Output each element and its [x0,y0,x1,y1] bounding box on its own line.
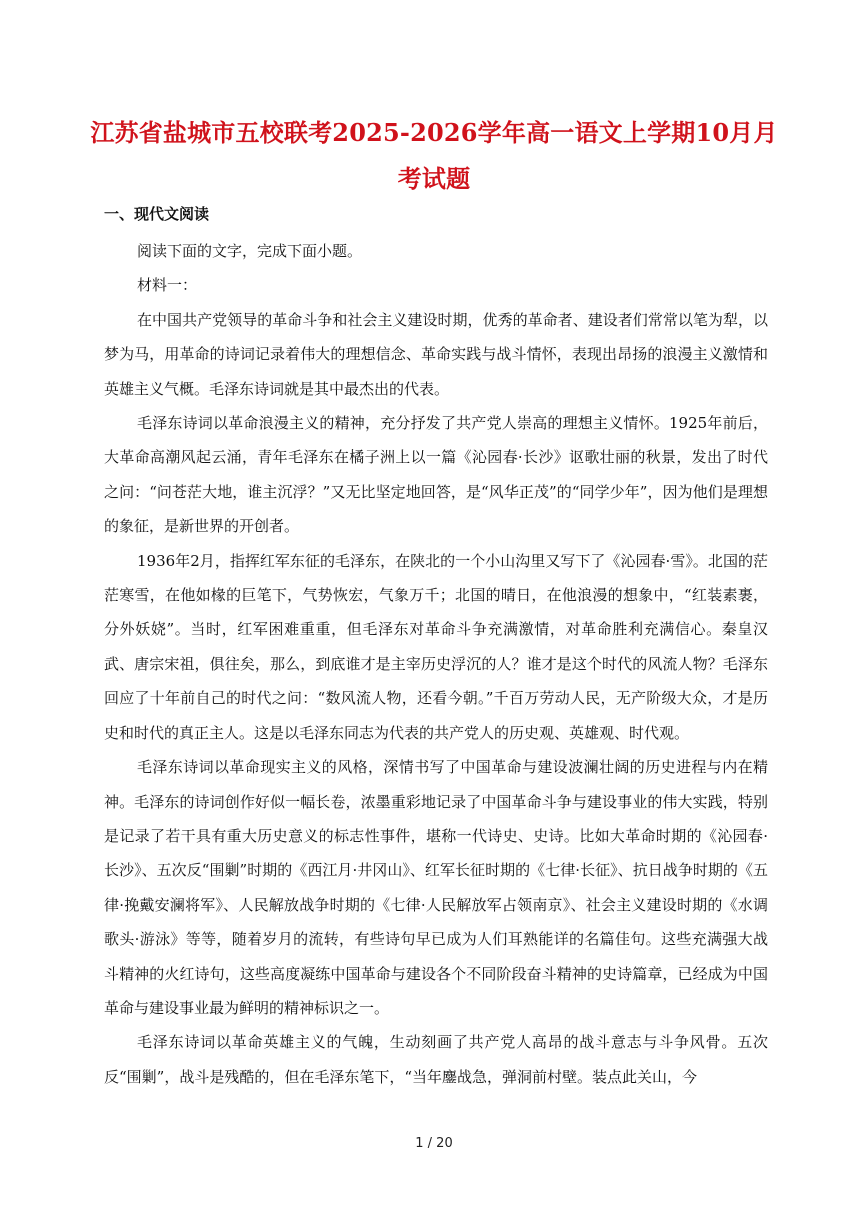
material-label: 材料一： [137,276,198,295]
body-paragraph: 1936年2月，指挥红军东征的毛泽东，在陕北的一个小山沟里又写下了《沁园春·雪》。北国的茫茫寒雪，在他如椽的巨笔下，气势恢宏，气象万千；北国的晴日，在他浪漫的想象中，“红装素裹，分外妖娆”。当时，红军困难重重，但毛泽东对革命斗争充满激情，对革命胜利充满信心。秦皇汉武、唐宗宋祖，俱往矣，那么，到底谁才是主宰历史浮沉的人？谁才是这个时代的风流人物？毛泽东回应了十年前自己的时代之问：“数风流人物，还看今朝。”千百万劳动人民，无产阶级大众，才是历史和时代的真正主人。这是以毛泽东同志为代表的共产党人的历史观、英雄观、时代观。 [104,551,768,742]
body-paragraph: 毛泽东诗词以革命英雄主义的气魄，生动刻画了共产党人高昂的战斗意志与斗争风骨。五次反“围剿”，战斗是残酷的，但在毛泽东笔下，“当年鏖战急，弹洞前村壁。装点此关山，今 [104,1033,768,1086]
instruction-paragraph: 阅读下面的文字，完成下面小题。 [137,242,363,260]
body-paragraph: 毛泽东诗词以革命浪漫主义的精神，充分抒发了共产党人崇高的理想主义情怀。1925年前后，大革命高潮风起云涌，青年毛泽东在橘子洲上以一篇《沁园春·长沙》讴歌壮丽的秋景，发出了时代之问：“问苍茫大地，谁主沉浮？”又无比坚定地回答，是“风华正茂”的“同学少年”，因为他们是理想的象征，是新世界的开创者。 [104,414,768,536]
section-heading: 一、现代文阅读 [104,205,210,223]
body-paragraph: 毛泽东诗词以革命现实主义的风格，深情书写了中国革命与建设波澜壮阔的历史进程与内在精神。毛泽东的诗词创作好似一幅长卷，浓墨重彩地记录了中国革命斗争与建设事业的伟大实践，特别是记录了若干具有重大历史意义的标志性事件，堪称一代诗史、史诗。比如大革命时期的《沁园春·长沙》、五次反“围剿”时期的《西江月·井冈山》、红军长征时期的《七律·长征》、抗日战争时期的《五律·挽戴安澜将军》、人民解放战争时期的《七律·人民解放军占领南京》、社会主义建设时期的《水调歌头·游泳》等等，随着岁月的流转，有些诗句早已成为人们耳熟能详的名篇佳句。这些充满强大战斗精神的火红诗句，这些高度凝练中国革命与建设各个不同阶段奋斗精神的史诗篇章，已经成为中国革命与建设事业最为鲜明的精神标识之一。 [104,758,768,1017]
document-title: 江苏省盐城市五校联考2025-2026学年高一语文上学期10月月考试题 [90,118,778,193]
document-body [104,234,768,1094]
body-paragraph: 在中国共产党领导的革命斗争和社会主义建设时期，优秀的革命者、建设者们常常以笔为犁，以梦为马，用革命的诗词记录着伟大的理想信念、革命实践与战斗情怀，表现出昂扬的浪漫主义激情和英雄主义气概。毛泽东诗词就是其中最杰出的代表。 [104,310,768,398]
page-number: 1 / 20 [415,1136,453,1151]
